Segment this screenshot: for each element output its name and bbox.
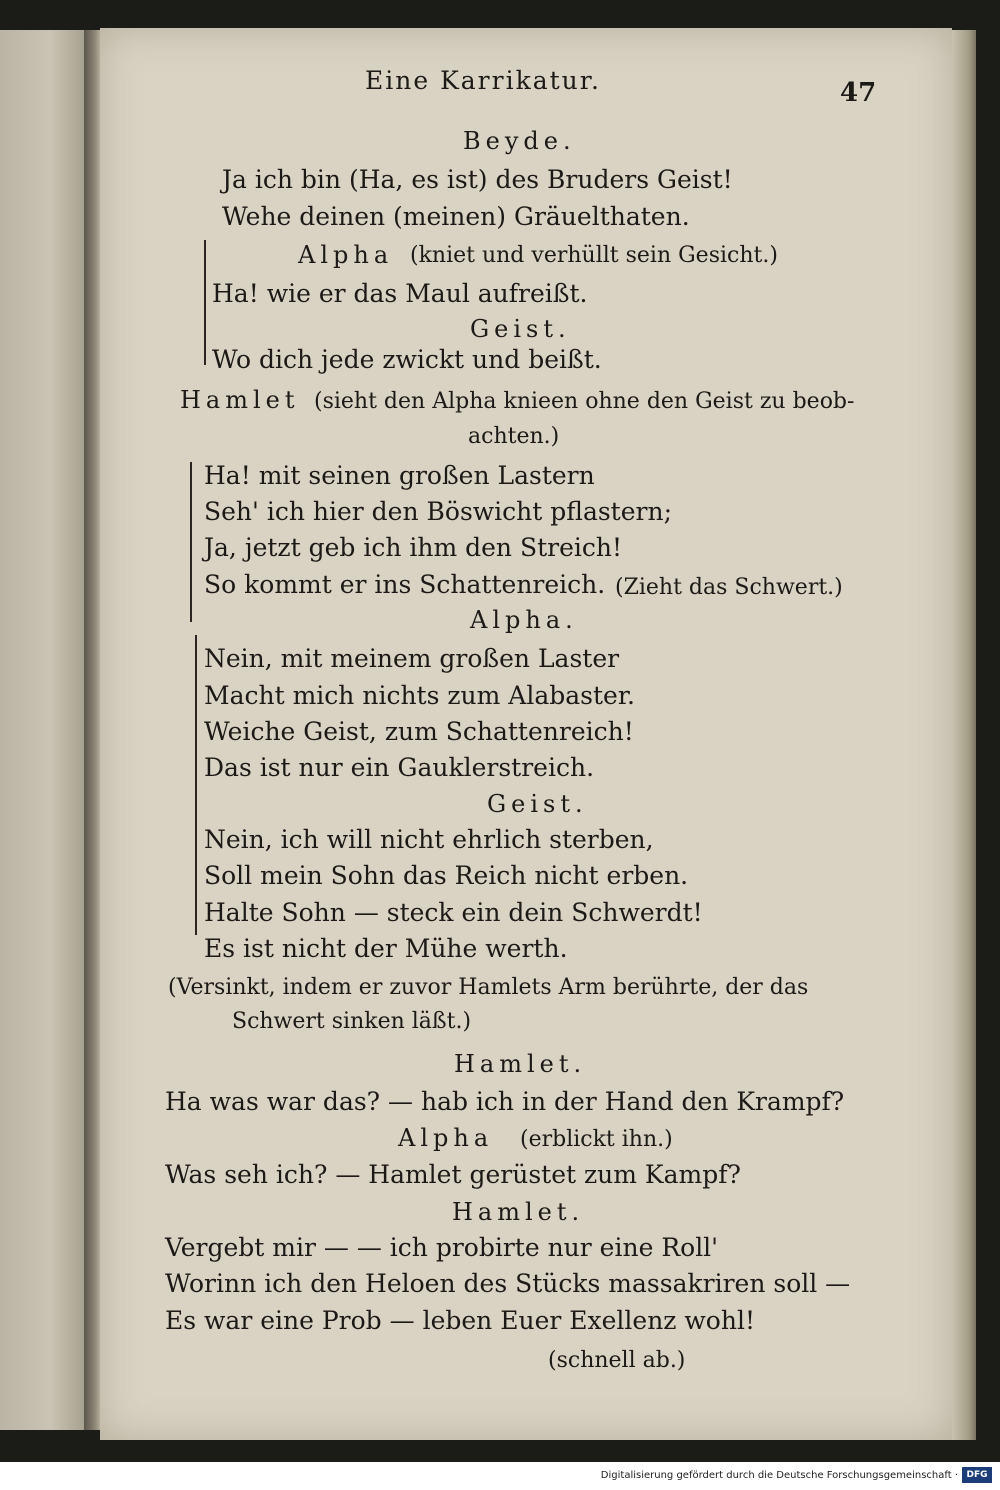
- facing-page-edge: [0, 30, 84, 1430]
- brace-bracket: [204, 240, 206, 365]
- digitization-footer: [0, 1462, 1000, 1490]
- speaker-alpha: Alpha.: [470, 606, 578, 634]
- verse-line: Ha! mit seinen großen Lastern: [204, 461, 595, 490]
- stage-direction: achten.): [468, 424, 560, 449]
- verse-line: Es war eine Prob — leben Euer Exellenz wohl!: [165, 1306, 756, 1335]
- speaker-hamlet: Hamlet: [180, 386, 300, 414]
- verse-line: Was seh ich? — Hamlet gerüstet zum Kampf?: [165, 1160, 741, 1189]
- verse-line: Ja ich bin (Ha, es ist) des Bruders Geist!: [222, 165, 733, 194]
- verse-line: Nein, mit meinem großen Laster: [204, 644, 620, 673]
- dfg-logo: DFG: [962, 1467, 992, 1483]
- stage-direction: (erblickt ihn.): [520, 1127, 673, 1152]
- verse-line: Macht mich nichts zum Alabaster.: [204, 681, 635, 710]
- stage-direction: Schwert sinken läßt.): [232, 1009, 472, 1034]
- speaker-hamlet: Hamlet.: [454, 1050, 587, 1078]
- verse-line: Seh' ich hier den Böswicht pflastern;: [204, 497, 672, 526]
- stage-direction: (schnell ab.): [548, 1348, 686, 1373]
- speaker-geist: Geist.: [470, 315, 571, 343]
- verse-line: Soll mein Sohn das Reich nicht erben.: [204, 861, 689, 890]
- verse-line: Worinn ich den Heloen des Stücks massakriren soll —: [165, 1269, 851, 1298]
- verse-line: Es ist nicht der Mühe werth.: [204, 934, 568, 963]
- verse-line: Halte Sohn — steck ein dein Schwerdt!: [204, 898, 703, 927]
- stage-direction: (Zieht das Schwert.): [615, 575, 843, 600]
- brace-bracket: [195, 635, 197, 935]
- speaker-alpha: Alpha: [398, 1124, 494, 1152]
- verse-line: So kommt er ins Schattenreich.: [204, 570, 606, 599]
- page-stack-edge: [952, 30, 976, 1440]
- verse-line: Weiche Geist, zum Schattenreich!: [204, 717, 634, 746]
- speaker-geist: Geist.: [487, 790, 588, 818]
- verse-line: Ha was war das? — hab ich in der Hand den Krampf?: [165, 1087, 845, 1116]
- verse-line: Vergebt mir — — ich probirte nur eine Roll': [165, 1233, 719, 1262]
- verse-line: Wehe deinen (meinen) Gräuelthaten.: [222, 202, 690, 231]
- speaker-beyde: Beyde.: [463, 127, 576, 155]
- stage-direction: (sieht den Alpha knieen ohne den Geist zu beob-: [314, 389, 855, 414]
- verse-line: Wo dich jede zwickt und beißt.: [212, 345, 602, 374]
- stage-direction: (Versinkt, indem er zuvor Hamlets Arm berührte, der das: [168, 975, 809, 1000]
- brace-bracket: [190, 462, 192, 622]
- verse-line: Ja, jetzt geb ich ihm den Streich!: [204, 533, 623, 562]
- verse-line: Nein, ich will nicht ehrlich sterben,: [204, 825, 654, 854]
- speaker-hamlet: Hamlet.: [452, 1198, 585, 1226]
- verse-line: Ha! wie er das Maul aufreißt.: [212, 279, 588, 308]
- speaker-alpha: Alpha: [298, 241, 394, 269]
- stage-direction: (kniet und verhüllt sein Gesicht.): [410, 243, 778, 268]
- funding-credit: Digitalisierung gefördert durch die Deutsche Forschungsgemeinschaft ·: [600, 1470, 958, 1481]
- verse-line: Das ist nur ein Gauklerstreich.: [204, 753, 595, 782]
- running-title: Eine Karrikatur.: [365, 66, 601, 95]
- page-number: 47: [840, 78, 877, 108]
